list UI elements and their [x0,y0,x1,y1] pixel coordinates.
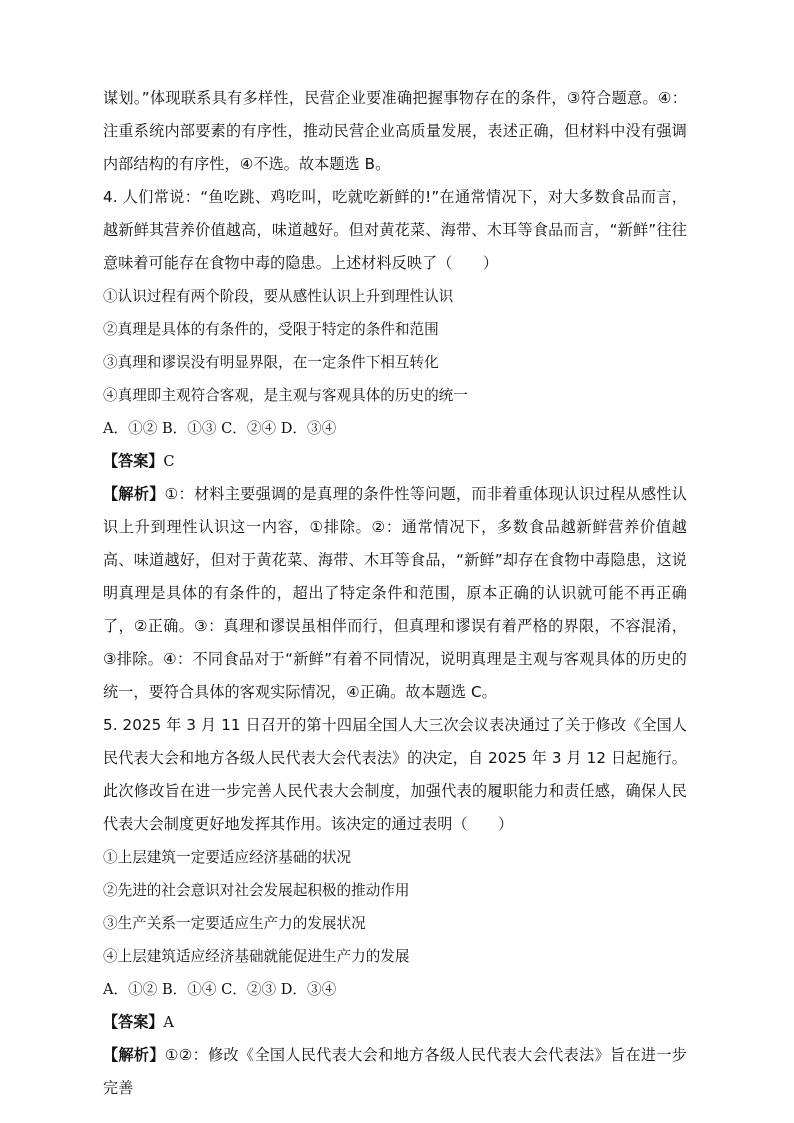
question-5-explanation [103,1039,687,1105]
explanation-label: 【解析】 [103,1046,165,1064]
answer-value: A [163,1014,174,1031]
question-4-answer [103,445,687,478]
explanation-text: ①：材料主要强调的是真理的条件性等问题，而非着重体现认识过程从感性认识上升到理性认识这一内容，①排除。②：通常情况下，多数食品越新鲜营养价值越高、味道越好，但对于黄花菜、海带、木耳等食品，“新鲜”却存在食物中毒隐患，这说明真理是具体的有条件的，超出了特定条件和范围，原本正确的认识就可能不再正确了，②正确。③：真理和谬误虽相伴而行，但真理和谬误有着严格的界限，不容混淆，③排除。④：不同食品对于“新鲜”有着不同情况，说明真理是主观与客观具体的历史的统一，要符合具体的客观实际情况，④正确。故本题选 C。 [103,485,688,701]
q3-explanation-tail: 谋划。”体现联系具有多样性，民营企业要准确把握事物存在的条件，③符合题意。④：注重系统内部要素的有序性，推动民营企业高质量发展，表述正确，但材料中没有强调内部结构的有序性，④不选。故本题选 B。 [103,89,687,173]
question-5-choices: A．①② B．①④ C．②③ D．③④ [103,981,337,998]
question-4-option-2: ②真理是具体的有条件的，受限于特定的条件和范围 [103,321,439,338]
question-4-stem: 4. 人们常说：“鱼吃跳、鸡吃叫，吃就吃新鲜的!”在通常情况下，对大多数食品而言，越新鲜其营养价值越高，味道越好。但对黄花菜、海带、木耳等食品而言，“新鲜”往往意味着可能存在食物中毒的隐患。上述材料反映了（ ） [103,188,687,272]
question-5-option-4: ④上层建筑适应经济基础就能促进生产力的发展 [103,948,410,965]
question-5-option-3: ③生产关系一定要适应生产力的发展状况 [103,915,366,932]
question-5-stem: 5. 2025 年 3 月 11 日召开的第十四届全国人大三次会议表决通过了关于修改《全国人民代表大会和地方各级人民代表大会代表法》的决定，自 2025 年 3 月 12 日起施行。此次修改旨在进一步完善人民代表大会制度，加强代表的履职能力和责任感，确保人民代表大会制度更好地发挥其作用。该决定的通过表明（ ） [103,716,687,833]
question-4-explanation [103,478,687,709]
question-4-option-1: ①认识过程有两个阶段，要从感性认识上升到理性认识 [103,288,454,305]
answer-label: 【答案】 [103,452,164,470]
question-5-answer [103,1006,687,1039]
question-5-option-2: ②先进的社会意识对社会发展起积极的推动作用 [103,882,410,899]
question-5-option-1: ①上层建筑一定要适应经济基础的状况 [103,849,352,866]
question-4-choices: A．①② B．①③ C．②④ D．③④ [103,420,337,437]
answer-value: C [163,453,175,470]
answer-label: 【答案】 [103,1013,164,1031]
question-4-option-4: ④真理即主观符合客观，是主观与客观具体的历史的统一 [103,387,468,404]
question-4-option-3: ③真理和谬误没有明显界限，在一定条件下相互转化 [103,354,439,371]
explanation-label: 【解析】 [103,485,165,503]
page-content [103,82,687,1105]
explanation-text: ①②：修改《全国人民代表大会和地方各级人民代表大会代表法》旨在进一步完善 [103,1046,688,1097]
